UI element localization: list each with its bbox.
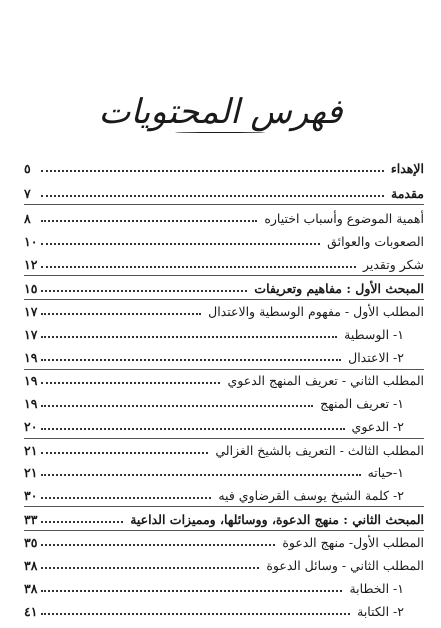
toc-entry-label: ١-حياته [367, 464, 404, 480]
toc-entry-page: ٣٣ [24, 511, 38, 527]
toc-entry-page: ٣٨ [24, 557, 38, 573]
toc-entry [24, 555, 424, 575]
toc-entry-label: الصعوبات والعوائق [327, 233, 424, 249]
toc-entry [24, 416, 424, 436]
leader-dots [41, 521, 123, 523]
toc-entry-label: ١- الوسطية [344, 326, 404, 342]
toc-entry [24, 440, 424, 460]
leader-dots [41, 336, 337, 338]
divider [24, 506, 424, 507]
leader-dots [41, 243, 320, 245]
toc-entry [24, 231, 424, 251]
leader-dots [41, 613, 350, 615]
toc-entry [24, 462, 424, 482]
leader-dots [41, 266, 356, 268]
toc-entry [24, 509, 424, 529]
toc-entry-label: ٢- الاعتدال [348, 349, 404, 365]
toc-entry-label: المطلب الثالث - التعريف بالشيخ الغزالي [215, 442, 424, 458]
toc-entry-label: المبحث الأول : مفاهيم وتعريفات [254, 280, 424, 296]
toc-entry [24, 532, 424, 552]
toc-entry-label: المطلب الثاني - تعريف المنهج الدعوي [227, 372, 424, 388]
toc-entry-page: ٥ [24, 160, 31, 176]
toc-entry [24, 278, 424, 298]
toc-entry-page: ٤١ [24, 603, 38, 619]
toc-entry-page: ١٩ [24, 395, 38, 411]
leader-dots [41, 590, 342, 592]
toc-entry [24, 254, 424, 274]
toc-entry-label: مقدمة [391, 185, 424, 201]
toc-entry-page: ٣٠ [24, 487, 38, 503]
leader-dots [41, 452, 208, 454]
leader-dots [41, 497, 211, 499]
leader-dots [41, 170, 384, 172]
toc-entry-label: ٢- الدعوي [351, 418, 404, 434]
toc-entry-label: أهمية الموضوع وأسباب اختياره [264, 210, 424, 226]
toc-entry-page: ٣٨ [24, 580, 38, 596]
toc-entry-page: ٢١ [24, 464, 38, 480]
leader-dots [41, 220, 257, 222]
toc-entry [24, 370, 424, 390]
toc-entry-page: ٢٠ [24, 418, 38, 434]
divider [24, 299, 424, 300]
toc-entry-page: ١٢ [24, 256, 38, 272]
leader-dots [41, 567, 259, 569]
leader-dots [41, 290, 247, 292]
leader-dots [41, 405, 313, 407]
toc-entry [24, 208, 424, 228]
toc-entry-label: ٢- كلمة الشيخ يوسف القرضاوي فيه [218, 487, 404, 503]
toc-entry-label: المطلب الثاني - وسائل الدعوة [266, 557, 424, 573]
leader-dots [41, 359, 341, 361]
leader-dots [41, 313, 201, 315]
toc-entry-label: المطلب الأول - مفهوم الوسطية والاعتدال [208, 303, 424, 319]
toc-entry [24, 301, 424, 321]
toc-entry-page: ٢١ [24, 442, 38, 458]
title-flourish [175, 132, 265, 133]
toc-entry-label: المبحث الثاني : منهج الدعوة، ووسائلها، ومميزات الداعية [130, 511, 424, 527]
toc-entry [24, 158, 424, 178]
page-title: فهرس المحتويات [98, 92, 343, 132]
divider [24, 530, 424, 531]
toc-entry-page: ٨ [24, 210, 31, 226]
toc-entry [24, 578, 424, 598]
toc-entry [24, 393, 424, 413]
toc-entry [24, 347, 424, 367]
divider [24, 275, 424, 276]
divider [24, 438, 424, 439]
toc-entry-label: ٢- الكتابة [357, 603, 404, 619]
toc-entry-label: الإهداء [390, 160, 424, 176]
toc-entry-label: ١- الخطابة [349, 580, 404, 596]
leader-dots [41, 544, 275, 546]
toc-entry-label: شكر وتقدير [362, 256, 424, 272]
toc-entry [24, 324, 424, 344]
toc-entry [24, 485, 424, 505]
divider [24, 204, 424, 205]
toc-entry-label: المطلب الأول- منهج الدعوة [282, 534, 424, 550]
toc-entry-page: ١٧ [24, 303, 38, 319]
toc-entry-page: ٧ [24, 185, 31, 201]
toc-entry-page: ١٩ [24, 349, 38, 365]
leader-dots [41, 474, 361, 476]
toc-entry [24, 601, 424, 621]
toc-entry [24, 183, 424, 203]
toc-entry-page: ١٧ [24, 326, 38, 342]
toc-entry-page: ١٩ [24, 372, 38, 388]
toc-entry-page: ١٠ [24, 233, 38, 249]
toc-entry-label: ١- تعريف المنهج [320, 395, 404, 411]
toc-entry-page: ٣٥ [24, 534, 38, 550]
leader-dots [41, 428, 345, 430]
toc-entry-page: ١٥ [24, 280, 38, 296]
leader-dots [41, 382, 220, 384]
leader-dots [41, 195, 384, 197]
